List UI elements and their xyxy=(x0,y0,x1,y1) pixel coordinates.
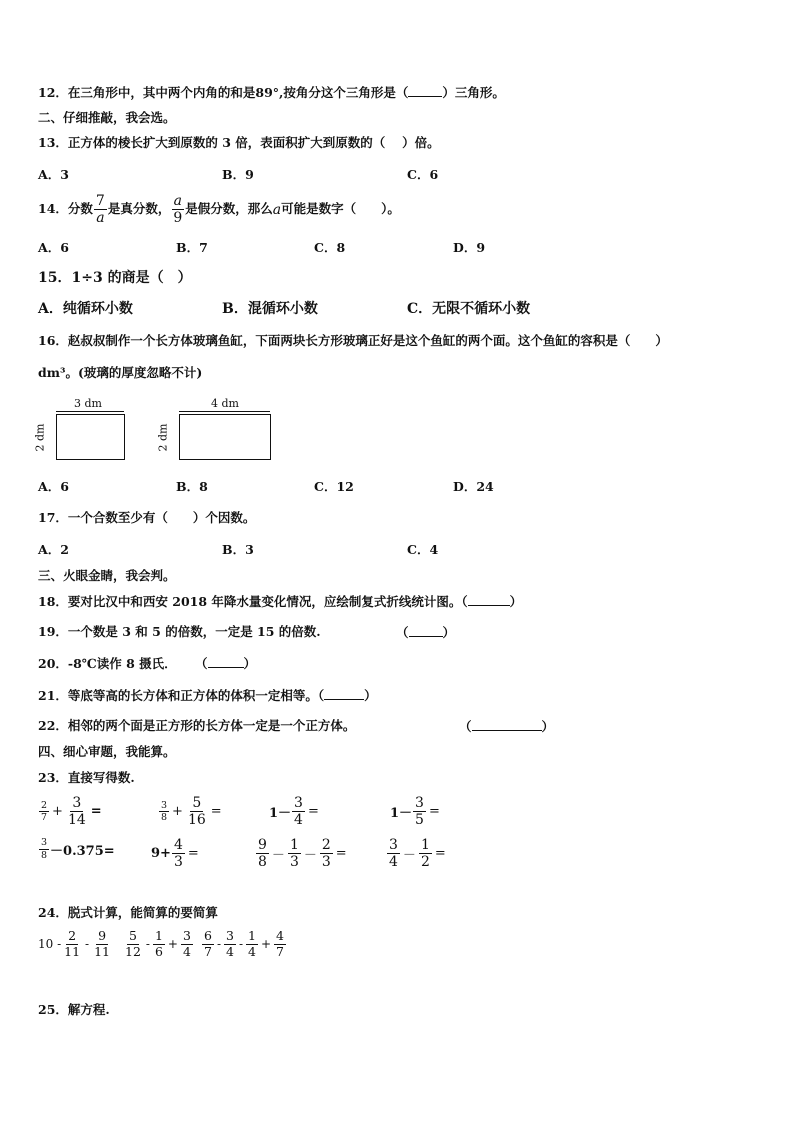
question-12-text: 12．在三角形中，其中两个内角的和是89°,按角分这个三角形是（ xyxy=(38,85,409,100)
question-18-text: 18．要对比汉中和西安 2018 年降水量变化情况，应绘制复式折线统计图。（ xyxy=(38,594,468,609)
section-3-heading: 三、火眼金睛，我会判。 xyxy=(38,568,176,583)
q13-option-a[interactable]: A．3 xyxy=(38,167,69,182)
question-16-line2: dm³。(玻璃的厚度忽略不计) xyxy=(38,365,203,380)
question-23: 23．直接写得数. xyxy=(38,770,135,785)
q15-option-b[interactable]: B．混循环小数 xyxy=(222,301,318,317)
q17-option-c[interactable]: C．4 xyxy=(407,542,439,557)
q16-option-d[interactable]: D．24 xyxy=(453,479,494,494)
q23-expr-8: $\frac{3}{4}$ － $\frac{1}{2}$ = xyxy=(389,837,446,870)
question-18-tail: ） xyxy=(509,594,523,609)
q14-mid: 是真分数， xyxy=(107,201,171,217)
question-24: 24．脱式计算，能简算的要简算 xyxy=(38,905,218,920)
question-22-answer xyxy=(459,718,554,735)
fraction: $\frac{5}{16}$ xyxy=(187,795,206,828)
question-12-tail: ）三角形。 xyxy=(442,85,505,100)
q14-mid2: 是假分数，那么 xyxy=(185,201,273,217)
q14-pre: 14．分数 xyxy=(38,201,93,217)
fraction: $\frac{4}{7}$ xyxy=(276,928,284,959)
paren-open: （ xyxy=(459,719,472,734)
answer-blank[interactable] xyxy=(472,718,542,731)
fraction: $\frac{4}{3}$ xyxy=(173,837,183,870)
q23-expr-1: $\frac{2}{7}$ + $\frac{3}{14}$ = xyxy=(41,795,102,828)
variable-a: a xyxy=(272,201,282,218)
answer-blank[interactable] xyxy=(408,84,442,97)
section-4-heading: 四、细心审题，我能算。 xyxy=(38,744,176,759)
fraction: $\frac{1}{2}$ xyxy=(420,837,430,870)
fraction: $\frac{3}{4}$ xyxy=(226,928,234,959)
q23-expr-6: 9+ $\frac{4}{3}$ = xyxy=(151,837,199,870)
answer-blank[interactable] xyxy=(468,593,510,606)
rect2-top-label: 4 dm xyxy=(211,397,239,410)
question-20 xyxy=(38,655,256,672)
q23-expr-7: $\frac{9}{8}$ － $\frac{1}{3}$ － $\frac{2}{3}$ = xyxy=(258,837,347,870)
fraction: $\frac{3}{14}$ xyxy=(67,795,86,828)
q17-option-b[interactable]: B．3 xyxy=(222,542,254,557)
fraction-7-over-a: $\frac{7}{a}$ xyxy=(95,193,105,226)
question-18 xyxy=(38,593,522,610)
fraction: $\frac{1}{3}$ xyxy=(289,837,299,870)
fraction: $\frac{2}{7}$ xyxy=(41,799,48,823)
paren-close: ） xyxy=(541,719,555,734)
fraction-a-over-9: $\frac{a}{9}$ xyxy=(173,193,183,226)
question-17: 17．一个合数至少有（ ）个因数。 xyxy=(38,510,256,525)
question-21-tail: ） xyxy=(364,688,377,703)
q14-option-a[interactable]: A．6 xyxy=(38,240,69,255)
fraction: $\frac{5}{12}$ xyxy=(125,928,141,959)
answer-blank[interactable] xyxy=(208,655,244,668)
q23-expr-5: $\frac{3}{8}$ －0.375= xyxy=(41,837,115,861)
q15-option-c[interactable]: C．无限不循环小数 xyxy=(407,301,531,317)
fraction: $\frac{2}{3}$ xyxy=(321,837,331,870)
fraction: $\frac{3}{8}$ xyxy=(41,837,48,861)
question-16: 16．赵叔叔制作一个长方体玻璃鱼缸，下面两块长方形玻璃正好是这个鱼缸的两个面。这个鱼缸的容积是（ ） xyxy=(38,333,668,348)
fraction: $\frac{9}{8}$ xyxy=(258,837,267,870)
q17-option-a[interactable]: A．2 xyxy=(38,542,69,557)
answer-blank[interactable] xyxy=(409,624,443,637)
fraction: $\frac{3}{4}$ xyxy=(389,837,398,870)
fraction: $\frac{3}{4}$ xyxy=(182,928,191,959)
q14-post: 可能是数字（ ）。 xyxy=(281,201,400,217)
paren-close: ） xyxy=(442,625,456,640)
q23-expr-3: 1－ $\frac{3}{4}$ = xyxy=(269,795,319,828)
answer-blank[interactable] xyxy=(324,687,364,700)
question-15: 15．1÷3 的商是（ ） xyxy=(38,270,192,286)
section-2-heading: 二、仔细推敲，我会选。 xyxy=(38,110,176,125)
fraction: $\frac{6}{7}$ xyxy=(204,928,212,959)
rect2-side-label: 2 dm xyxy=(156,423,170,452)
rectangle-4x2 xyxy=(179,414,271,460)
rect1-dimension-line xyxy=(56,411,124,412)
question-19: 19．一个数是 3 和 5 的倍数，一定是 15 的倍数. xyxy=(38,624,321,639)
question-21 xyxy=(38,687,377,704)
paren-open: （ xyxy=(195,656,208,671)
question-13: 13．正方体的棱长扩大到原数的 3 倍，表面积扩大到原数的（ ）倍。 xyxy=(38,135,440,150)
q13-option-c[interactable]: C．6 xyxy=(407,167,439,182)
fraction: $\frac{9}{11}$ xyxy=(94,928,111,959)
question-22: 22．相邻的两个面是正方形的长方体一定是一个正方体。 xyxy=(38,718,356,733)
question-21-text: 21．等底等高的长方体和正方体的体积一定相等。（ xyxy=(38,688,325,703)
q23-expr-2: $\frac{3}{8}$ + $\frac{5}{16}$ = xyxy=(161,795,222,828)
q24-expr-1: 10 - $\frac{2}{11}$ - $\frac{9}{11}$ xyxy=(38,928,111,959)
q23-expr-4: 1－ $\frac{3}{5}$ = xyxy=(390,795,440,828)
fraction: $\frac{1}{4}$ xyxy=(248,928,256,959)
q24-expr-3: $\frac{6}{7}$ - $\frac{3}{4}$ - $\frac{1}{4}$ + $\frac{4}{7}$ xyxy=(204,928,284,959)
question-20-text: 20．-8℃读作 8 摄氏． xyxy=(38,656,177,671)
fraction: $\frac{1}{6}$ xyxy=(154,928,163,959)
rect1-side-label: 2 dm xyxy=(33,423,47,452)
fraction: $\frac{3}{5}$ xyxy=(415,795,424,828)
rect2-dimension-line xyxy=(179,411,270,412)
fraction: $\frac{2}{11}$ xyxy=(64,928,81,959)
q14-option-b[interactable]: B．7 xyxy=(176,240,208,255)
q15-option-a[interactable]: A．纯循环小数 xyxy=(38,301,133,317)
paren-open: （ xyxy=(396,625,409,640)
paren-close: ） xyxy=(243,656,257,671)
question-12 xyxy=(38,84,505,101)
q13-option-b[interactable]: B．9 xyxy=(222,167,254,182)
q16-option-c[interactable]: C．12 xyxy=(314,479,354,494)
question-19-answer xyxy=(396,624,455,641)
fraction: $\frac{3}{8}$ xyxy=(161,799,168,823)
fraction: $\frac{3}{4}$ xyxy=(294,795,303,828)
q14-option-c[interactable]: C．8 xyxy=(314,240,346,255)
question-14 xyxy=(38,194,400,225)
q14-option-d[interactable]: D．9 xyxy=(453,240,486,255)
rect1-top-label: 3 dm xyxy=(74,397,102,410)
rectangle-3x2 xyxy=(56,414,125,460)
q24-expr-2: $\frac{5}{12}$ - $\frac{1}{6}$ + $\frac{3}{4}$ xyxy=(125,928,191,959)
q16-option-b[interactable]: B．8 xyxy=(176,479,208,494)
question-25: 25．解方程. xyxy=(38,1002,110,1017)
q16-option-a[interactable]: A．6 xyxy=(38,479,69,494)
